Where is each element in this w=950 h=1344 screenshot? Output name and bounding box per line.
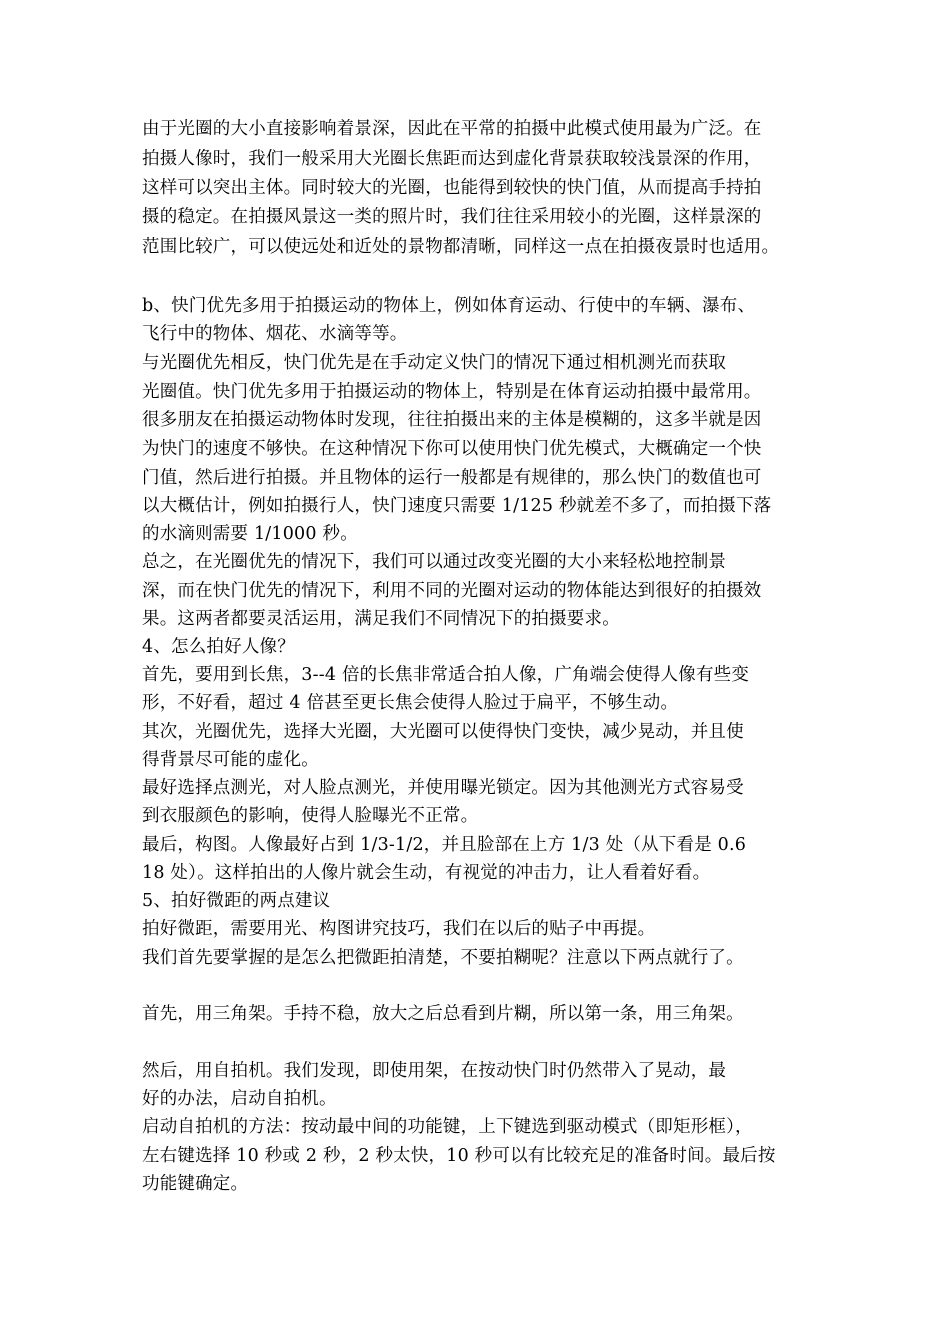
text-line: 为快门的速度不够快。在这种情况下你可以使用快门优先模式，大概确定一个快 [142, 439, 762, 459]
text-line: 形，不好看，超过 4 倍甚至更长焦会使得人脸过于扁平，不够生动。 [142, 693, 679, 713]
text-line: 最后，构图。人像最好占到 1/3-1/2，并且脸部在上方 1/3 处（从下看是 0.6 [142, 835, 747, 855]
text-line: 与光圈优先相反，快门优先是在手动定义快门的情况下通过相机测光而获取 [142, 353, 727, 373]
text-line: 果。这两者都要灵活运用，满足我们不同情况下的拍摄要求。 [142, 609, 620, 629]
text-line: 由于光圈的大小直接影响着景深，因此在平常的拍摄中此模式使用最为广泛。在 [142, 119, 762, 139]
text-line: 得背景尽可能的虚化。 [142, 750, 319, 770]
text-line: 其次，光圈优先，选择大光圈，大光圈可以使得快门变快，减少晃动，并且使 [142, 722, 744, 742]
text-line: 光圈值。快门优先多用于拍摄运动的物体上，特别是在体育运动拍摄中最常用。 [142, 382, 762, 402]
section-heading: 4、怎么拍好人像？ [142, 637, 295, 657]
text-line: 很多朋友在拍摄运动物体时发现，往往拍摄出来的主体是模糊的，这多半就是因 [142, 410, 762, 430]
text-line: 范围比较广，可以使远处和近处的景物都清晰，同样这一点在拍摄夜景时也适用。 [142, 237, 780, 257]
text-line: 我们首先要掌握的是怎么把微距拍清楚，不要拍糊呢？注意以下两点就行了。 [142, 948, 744, 968]
text-line: 拍摄人像时，我们一般采用大光圈长焦距而达到虚化背景获取较浅景深的作用， [142, 149, 762, 169]
text-line: 到衣服颜色的影响，使得人脸曝光不正常。 [142, 806, 479, 826]
section-heading: 5、拍好微距的两点建议 [142, 891, 331, 911]
text-line: 功能键确定。 [142, 1174, 249, 1194]
text-line: 拍好微距，需要用光、构图讲究技巧，我们在以后的贴子中再提。 [142, 919, 656, 939]
text-line: 启动自拍机的方法：按动最中间的功能键，上下键选到驱动模式（即矩形框）， [142, 1117, 753, 1137]
text-line: 飞行中的物体、烟花、水滴等等。 [142, 324, 408, 344]
text-line: 这样可以突出主体。同时较大的光圈，也能得到较快的快门值，从而提高手持拍 [142, 178, 762, 198]
text-line: 左右键选择 10 秒或 2 秒，2 秒太快，10 秒可以有比较充足的准备时间。最后按 [142, 1146, 776, 1166]
text-line: 深，而在快门优先的情况下，利用不同的光圈对运动的物体能达到很好的拍摄效 [142, 581, 762, 601]
text-line: 总之，在光圈优先的情况下，我们可以通过改变光圈的大小来轻松地控制景 [142, 552, 727, 572]
text-line: 首先，要用到长焦，3--4 倍的长焦非常适合拍人像，广角端会使得人像有些变 [142, 665, 750, 685]
text-line: 好的办法，启动自拍机。 [142, 1089, 337, 1109]
text-line: 最好选择点测光，对人脸点测光，并使用曝光锁定。因为其他测光方式容易受 [142, 778, 744, 798]
text-line: b、快门优先多用于拍摄运动的物体上，例如体育运动、行使中的车辆、瀑布、 [142, 296, 756, 316]
text-line: 首先，用三角架。手持不稳，放大之后总看到片糊，所以第一条，用三角架。 [142, 1004, 744, 1024]
text-line: 摄的稳定。在拍摄风景这一类的照片时，我们往往采用较小的光圈，这样景深的 [142, 207, 762, 227]
text-line: 门值，然后进行拍摄。并且物体的运行一般都是有规律的，那么快门的数值也可 [142, 468, 762, 488]
text-line: 然后，用自拍机。我们发现，即使用架，在按动快门时仍然带入了晃动，最 [142, 1061, 727, 1081]
text-line: 的水滴则需要 1/1000 秒。 [142, 524, 358, 544]
text-line: 以大概估计，例如拍摄行人，快门速度只需要 1/125 秒就差不多了，而拍摄下落 [142, 496, 772, 516]
text-line: 18 处）。这样拍出的人像片就会生动，有视觉的冲击力，让人看着好看。 [142, 863, 711, 883]
